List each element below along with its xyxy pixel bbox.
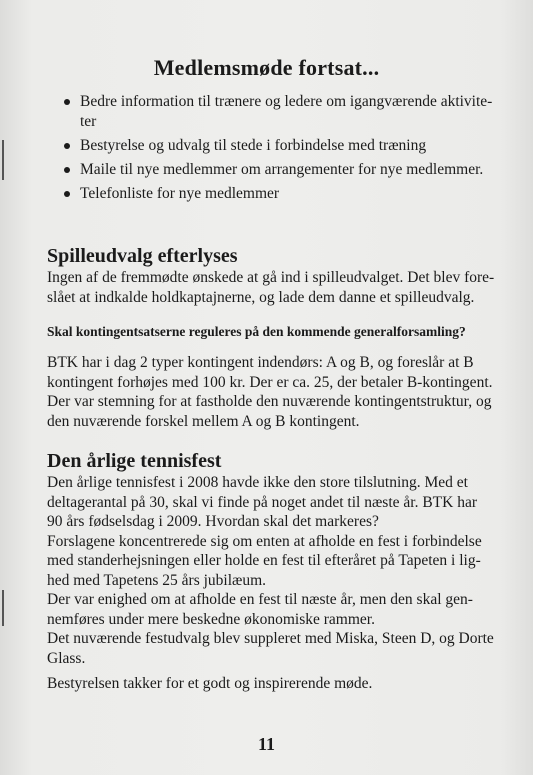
list-item [64,136,504,156]
section-paragraph: Den årlige tennisfest i 2008 havde ikke den store tilslutning. Med et deltagerantal på 30, skal vi finde på noget andet til næste år. BTK har 90 års fødselsdag i 2009. Hvordan skal det markeres? [47,474,477,530]
section-spilleudvalg [47,244,507,307]
bullet-text: Maile til nye medlemmer om arrangementer for nye medlemmer. [80,161,484,178]
bullet-icon [64,191,70,197]
section-paragraph: Det nuværende festudvalg blev suppleret med Miska, Steen D, og Dorte Glass. [47,630,494,667]
section-heading: Den årlige tennisfest [47,450,222,472]
bullet-text: Bestyrelse og udvalg til stede i forbindelse med træning [80,137,427,154]
page-title: Medlemsmøde fortsat... [153,55,380,80]
section-heading: Spilleudvalg efterlyses [47,245,238,267]
list-item [64,184,504,204]
section-paragraph: Forslagene koncentrerede sig om enten at afholde en fest i forbindelse med standerhejsningen eller holde en fest til efteråret på Tapeten i lig- hed med Tapetens 25 års jubilæum. [47,532,482,589]
bullet-icon [64,99,70,105]
bullet-icon [64,143,70,149]
section-subheading: Skal kontingentsatserne reguleres på den kommende generalforsamling? [47,324,466,339]
section-paragraph: BTK har i dag 2 typer kontingent indendørs: A og B, og foreslår at B kontingent forhøjes med 100 kr. Der er ca. 25, der betaler B-kontingent. Der var stemning for at fastholde den nuværende kontingentstruktur, og den nuværende forskel mellem A og B kontingent. [47,354,493,430]
section-tennisfest [47,449,507,668]
section-kontingent [47,323,507,431]
scan-edge-mark-bottom [2,590,4,626]
bullet-text: Bedre information til trænere og ledere om igangværende aktivite- ter [80,93,493,130]
section-paragraph: Der var enighed om at afholde en fest til næste år, men den skal gen- nemføres under mere beskedne økonomiske rammer. [47,591,473,628]
page-number: 11 [257,734,275,754]
section-paragraph: Ingen af de fremmødte ønskede at gå ind i spilleudvalget. Det blev fore- slået at indkalde holdkaptajnerne, og lade dem danne et spilleudvalg. [47,269,495,306]
scan-edge-mark-top [2,140,4,180]
bullet-icon [64,167,70,173]
list-item [64,160,504,180]
closing-line: Bestyrelsen takker for et godt og inspirerende møde. [47,675,373,692]
list-item [64,92,504,132]
bullet-list [64,92,504,208]
bullet-text: Telefonliste for nye medlemmer [80,185,280,202]
